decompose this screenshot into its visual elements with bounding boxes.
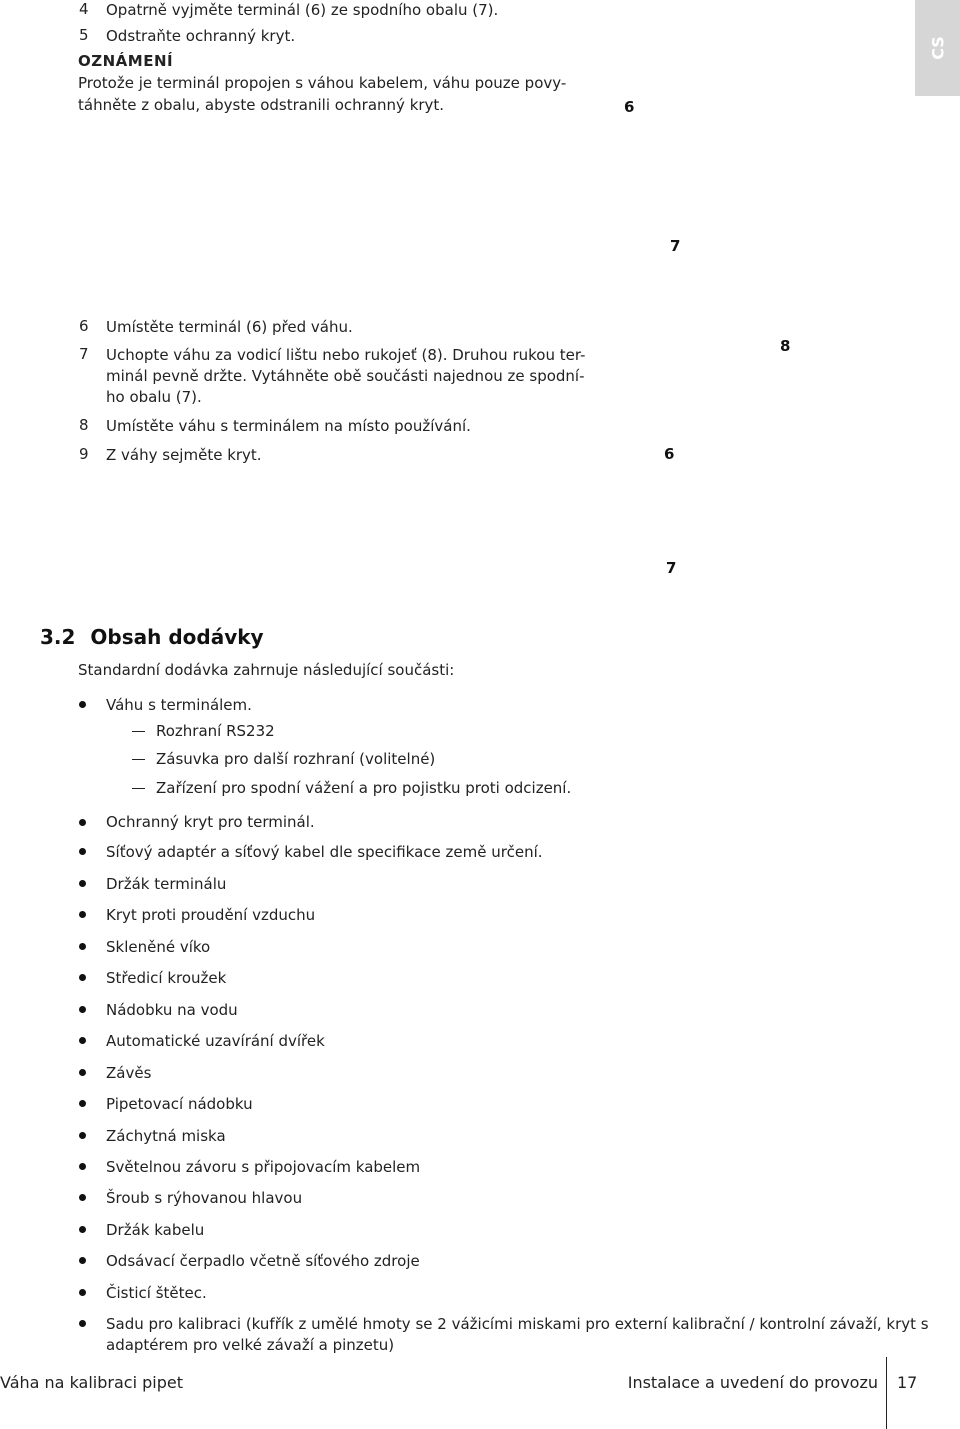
bullet-icon <box>79 1006 86 1013</box>
bullet-icon <box>79 1069 86 1076</box>
list-item: Závěs <box>106 1064 152 1082</box>
notice-line: Protože je terminál propojen s váhou kabelem, váhu pouze povy- <box>78 74 567 92</box>
sub-list-item: Rozhraní RS232 <box>156 722 275 740</box>
bullet-icon <box>79 880 86 887</box>
list-item: Sadu pro kalibraci (kufřík z umělé hmoty se 2 vážicími miskami pro externí kalibrační / kontrolní závaží, kryt s <box>106 1315 929 1333</box>
section-heading <box>40 625 264 649</box>
list-item: Nádobku na vodu <box>106 1001 238 1019</box>
bullet-icon <box>79 848 86 855</box>
dash-icon <box>132 759 145 760</box>
bullet-icon <box>79 1194 86 1201</box>
sub-list-item: Zásuvka pro další rozhraní (volitelné) <box>156 750 436 768</box>
step-text: Odstraňte ochranný kryt. <box>106 27 296 45</box>
step-number: 7 <box>79 345 89 363</box>
step-text: Umístěte váhu s terminálem na místo používání. <box>106 417 471 435</box>
bullet-icon <box>79 1100 86 1107</box>
list-item: Síťový adaptér a síťový kabel dle specifikace země určení. <box>106 843 543 861</box>
dash-icon <box>132 731 145 732</box>
language-tab <box>915 0 960 96</box>
step-text: Z váhy sejměte kryt. <box>106 446 262 464</box>
section-number: 3.2 <box>40 625 76 649</box>
step-number: 8 <box>79 416 89 434</box>
bullet-icon <box>79 1163 86 1170</box>
step-number: 5 <box>79 26 89 44</box>
list-item: Skleněné víko <box>106 938 211 956</box>
step-text: Uchopte váhu za vodicí lištu nebo rukojeť (8). Druhou rukou ter- <box>106 346 586 364</box>
figure-callout: 8 <box>780 337 791 355</box>
list-item: Kryt proti proudění vzduchu <box>106 906 316 924</box>
dash-icon <box>132 788 145 789</box>
step-number: 4 <box>79 0 89 18</box>
notice-title: OZNÁMENÍ <box>78 52 174 70</box>
list-item: Držák kabelu <box>106 1221 205 1239</box>
language-tab-label: CS <box>928 36 947 60</box>
bullet-icon <box>79 974 86 981</box>
step-text: Opatrně vyjměte terminál (6) ze spodního obalu (7). <box>106 1 499 19</box>
bullet-icon <box>79 1037 86 1044</box>
bullet-icon <box>79 1320 86 1327</box>
notice-line: táhněte z obalu, abyste odstranili ochranný kryt. <box>78 96 445 114</box>
figure-callout: 6 <box>664 445 675 463</box>
step-number: 6 <box>79 317 89 335</box>
bullet-icon <box>79 701 86 708</box>
list-item: Automatické uzavírání dvířek <box>106 1032 325 1050</box>
list-item: Záchytná miska <box>106 1127 226 1145</box>
footer-divider <box>886 1357 887 1429</box>
figure-callout: 7 <box>670 237 681 255</box>
step-text: ho obalu (7). <box>106 388 202 406</box>
bullet-icon <box>79 1257 86 1264</box>
bullet-icon <box>79 1226 86 1233</box>
list-item: Středicí kroužek <box>106 969 227 987</box>
figure-callout: 7 <box>666 559 677 577</box>
bullet-icon <box>79 911 86 918</box>
step-number: 9 <box>79 445 89 463</box>
list-item: Pipetovací nádobku <box>106 1095 253 1113</box>
list-item: Váhu s terminálem. <box>106 696 252 714</box>
list-item: Čisticí štětec. <box>106 1284 207 1302</box>
step-text: minál pevně držte. Vytáhněte obě součásti najednou ze spodní- <box>106 367 585 385</box>
list-item: adaptérem pro velké závaží a pinzetu) <box>106 1336 395 1354</box>
section-title: Obsah dodávky <box>90 625 264 649</box>
list-item: Šroub s rýhovanou hlavou <box>106 1189 303 1207</box>
section-intro: Standardní dodávka zahrnuje následující součásti: <box>78 661 455 679</box>
bullet-icon <box>79 943 86 950</box>
list-item: Držák terminálu <box>106 875 227 893</box>
page-number: 17 <box>897 1373 918 1392</box>
bullet-icon <box>79 1132 86 1139</box>
sub-list-item: Zařízení pro spodní vážení a pro pojistku proti odcizení. <box>156 779 572 797</box>
list-item: Světelnou závoru s připojovacím kabelem <box>106 1158 421 1176</box>
figure-callout: 6 <box>624 98 635 116</box>
footer-chapter-title: Instalace a uvedení do provozu <box>627 1373 878 1392</box>
step-text: Umístěte terminál (6) před váhu. <box>106 318 353 336</box>
list-item: Odsávací čerpadlo včetně síťového zdroje <box>106 1252 420 1270</box>
list-item: Ochranný kryt pro terminál. <box>106 813 315 831</box>
bullet-icon <box>79 1289 86 1296</box>
bullet-icon <box>79 819 86 826</box>
footer-product-name: Váha na kalibraci pipet <box>0 1373 183 1392</box>
